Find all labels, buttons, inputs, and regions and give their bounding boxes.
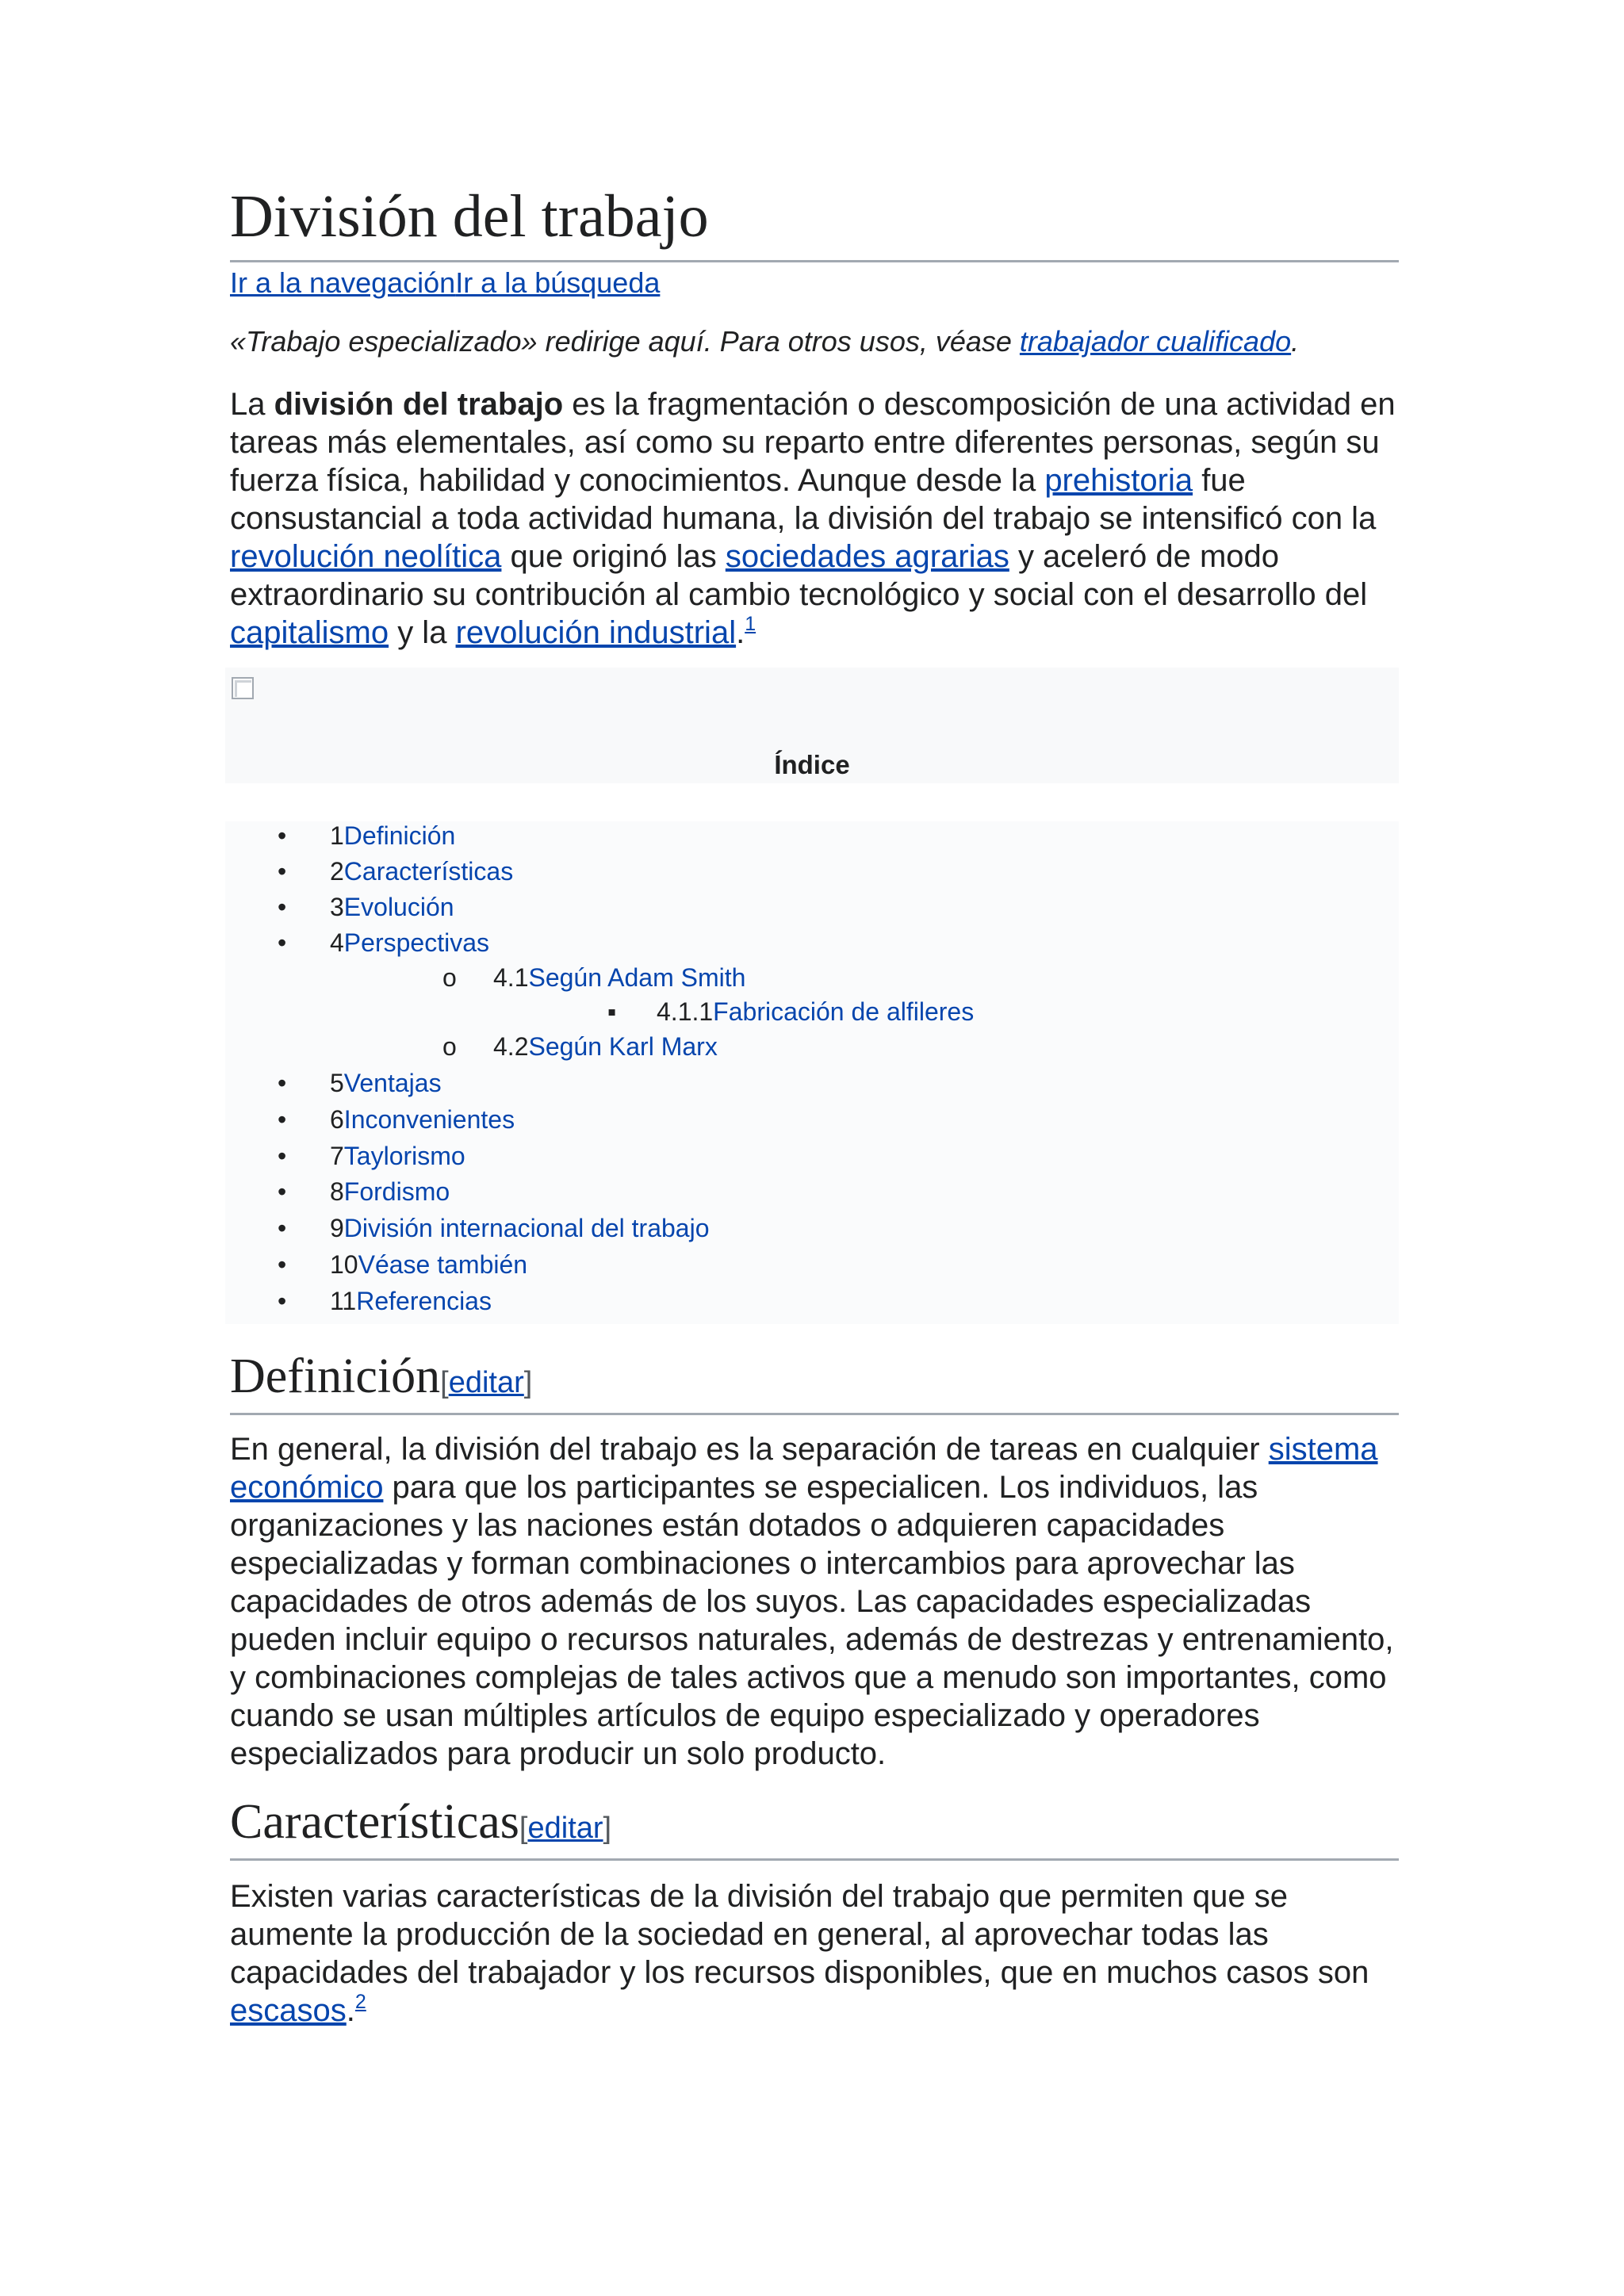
toc-number: 11: [330, 1287, 357, 1315]
toc-number: 5: [330, 1069, 344, 1097]
edit-section-link-wrapper: [519, 1812, 611, 1845]
toc-link[interactable]: Evolución: [343, 893, 454, 921]
hatnote-end: .: [1291, 325, 1300, 358]
toc-link[interactable]: Inconvenientes: [343, 1105, 515, 1134]
toc-link[interactable]: División internacional del trabajo: [343, 1214, 710, 1242]
intro-text: fue consustancial a toda actividad humana, la división del trabajo se intensificó con la: [230, 463, 1377, 536]
toc-link[interactable]: Perspectivas: [343, 928, 489, 957]
toc-number: 2: [330, 857, 344, 886]
edit-bracket: [: [519, 1812, 528, 1845]
toc-link[interactable]: Características: [343, 857, 514, 886]
toc-link[interactable]: Véase también: [358, 1250, 528, 1279]
toc-number: 4.2: [493, 1032, 529, 1061]
definicion-text: En general, la división del trabajo es la separación de tareas en cualquier: [230, 1432, 1269, 1467]
toc-bullet: o: [442, 1032, 457, 1061]
section-title: Características: [230, 1795, 519, 1849]
toc-link[interactable]: Fabricación de alfileres: [713, 997, 975, 1026]
edit-section-link-wrapper: [440, 1366, 532, 1399]
toc-item[interactable]: [330, 1177, 450, 1207]
toc-number: 4.1: [493, 963, 529, 992]
section-title: Definición: [230, 1349, 441, 1403]
intro-paragraph: [230, 385, 1399, 652]
caracteristicas-paragraph: [230, 1877, 1399, 2030]
toc-item[interactable]: [493, 1032, 718, 1062]
toc-item[interactable]: [330, 1250, 527, 1280]
caracteristicas-text: .: [346, 1993, 355, 2028]
section-heading-caracteristicas: [230, 1795, 611, 1849]
section-divider: [230, 1413, 1399, 1415]
edit-bracket: [: [440, 1366, 449, 1399]
hatnote: [230, 325, 1299, 358]
hatnote-text: «Trabajo especializado» redirige aquí. Para otros usos, véase: [230, 325, 1020, 358]
toc-bullet: •: [278, 1250, 287, 1279]
intro-text: y la: [389, 615, 456, 650]
toc-header: [225, 668, 1399, 783]
jump-to-navigation-link[interactable]: Ir a la navegación: [230, 266, 456, 299]
toc-number: 10: [330, 1250, 358, 1279]
toc-item[interactable]: [330, 928, 489, 958]
toc-bullet: •: [278, 1214, 287, 1242]
toc-bullet: •: [278, 1142, 287, 1170]
toc-link[interactable]: Ventajas: [343, 1069, 442, 1097]
section-divider: [230, 1858, 1399, 1861]
intro-text: que originó las: [501, 539, 726, 574]
edit-bracket: ]: [603, 1812, 612, 1845]
toc-link[interactable]: Taylorismo: [343, 1142, 465, 1170]
link-escasos[interactable]: escasos: [230, 1993, 347, 2028]
toc-link[interactable]: Según Adam Smith: [528, 963, 746, 992]
toc-bullet: •: [278, 1177, 287, 1206]
edit-bracket: ]: [523, 1366, 533, 1399]
definicion-paragraph: [230, 1430, 1399, 1773]
toc-link[interactable]: Según Karl Marx: [528, 1032, 718, 1061]
toc-item[interactable]: [657, 997, 974, 1027]
toc-item[interactable]: [330, 857, 513, 886]
toc-item[interactable]: [330, 1287, 492, 1316]
hatnote-link[interactable]: trabajador cualificado: [1019, 325, 1292, 358]
toc-toggle-checkbox[interactable]: [232, 677, 254, 699]
toc-number: 9: [330, 1214, 344, 1242]
toc-item[interactable]: [330, 893, 454, 922]
edit-section-link[interactable]: editar: [527, 1812, 603, 1845]
link-sistema-economico[interactable]: sistema económico: [230, 1432, 1378, 1505]
page-title: División del trabajo: [230, 183, 709, 250]
section-heading-definicion: [230, 1349, 532, 1403]
intro-bold-term: división del trabajo: [274, 387, 564, 422]
toc-bullet: •: [278, 893, 287, 921]
toc-bullet: •: [278, 821, 287, 850]
toc-link[interactable]: Definición: [343, 821, 456, 850]
toc-number: 4.1.1: [657, 997, 714, 1026]
title-divider: [230, 260, 1399, 262]
toc-bullet: •: [278, 857, 287, 886]
link-capitalismo[interactable]: capitalismo: [230, 615, 389, 650]
intro-text: La: [230, 387, 274, 422]
toc-number: 3: [330, 893, 344, 921]
link-prehistoria[interactable]: prehistoria: [1044, 463, 1193, 498]
toc-item[interactable]: [330, 1069, 442, 1098]
toc-number: 6: [330, 1105, 344, 1134]
toc-bullet: •: [278, 1287, 287, 1315]
toc-number: 7: [330, 1142, 344, 1170]
link-sociedades-agrarias[interactable]: sociedades agrarias: [725, 539, 1009, 574]
toc-bullet: •: [278, 1069, 287, 1097]
definicion-text: para que los participantes se especialicen. Los individuos, las organizaciones y las naciones están dotados o adquieren capacidades especializadas y forman combinaciones o intercambios para aprovechar las capacidades de otros además de los suyos. Las capacidades especializadas pueden incluir equipo o recursos naturales, además de destrezas y entrenamiento, y combinaciones complejas de tales activos que a menudo son importantes, como cuando se usan múltiples artículos de equipo especializado y operadores especializados para producir un solo producto.: [230, 1470, 1394, 1771]
toc-bullet: o: [442, 963, 457, 992]
toc-item[interactable]: [330, 821, 455, 851]
intro-text: .: [736, 615, 745, 650]
toc-number: 8: [330, 1177, 344, 1206]
intro-text: es la fragmentación o descomposición de una actividad en tareas más elementales, así como su reparto entre diferentes personas, según su fuerza física, habilidad y conocimientos. Aunque desde la: [230, 387, 1396, 498]
toc-item[interactable]: [330, 1214, 710, 1243]
toc-bullet: ▪: [607, 997, 617, 1026]
intro-text: y aceleró de modo extraordinario su contribución al cambio tecnológico y social con el desarrollo del: [230, 539, 1368, 612]
toc-item[interactable]: [493, 963, 745, 993]
toc-bullet: •: [278, 928, 287, 957]
link-revolucion-industrial[interactable]: revolución industrial: [455, 615, 737, 650]
toc-link[interactable]: Fordismo: [343, 1177, 450, 1206]
toc-item[interactable]: [330, 1142, 465, 1171]
toc-link[interactable]: Referencias: [356, 1287, 492, 1315]
reference-link[interactable]: 2: [354, 1991, 366, 2013]
toc-title: Índice: [774, 750, 850, 779]
edit-section-link[interactable]: editar: [448, 1366, 524, 1399]
link-revolucion-neolitica[interactable]: revolución neolítica: [230, 539, 502, 574]
toc-number: 4: [330, 928, 344, 957]
toc-item[interactable]: [330, 1105, 515, 1135]
jump-links: [230, 266, 660, 300]
toc-bullet: •: [278, 1105, 287, 1134]
toc-number: 1: [330, 821, 344, 850]
reference-link[interactable]: 1: [745, 613, 756, 635]
jump-to-search-link[interactable]: Ir a la búsqueda: [455, 266, 661, 299]
caracteristicas-text: Existen varias características de la división del trabajo que permiten que se aumente la producción de la sociedad en general, al aprovechar todas las capacidades del trabajador y los recursos disponibles, que en muchos casos son: [230, 1879, 1369, 1990]
